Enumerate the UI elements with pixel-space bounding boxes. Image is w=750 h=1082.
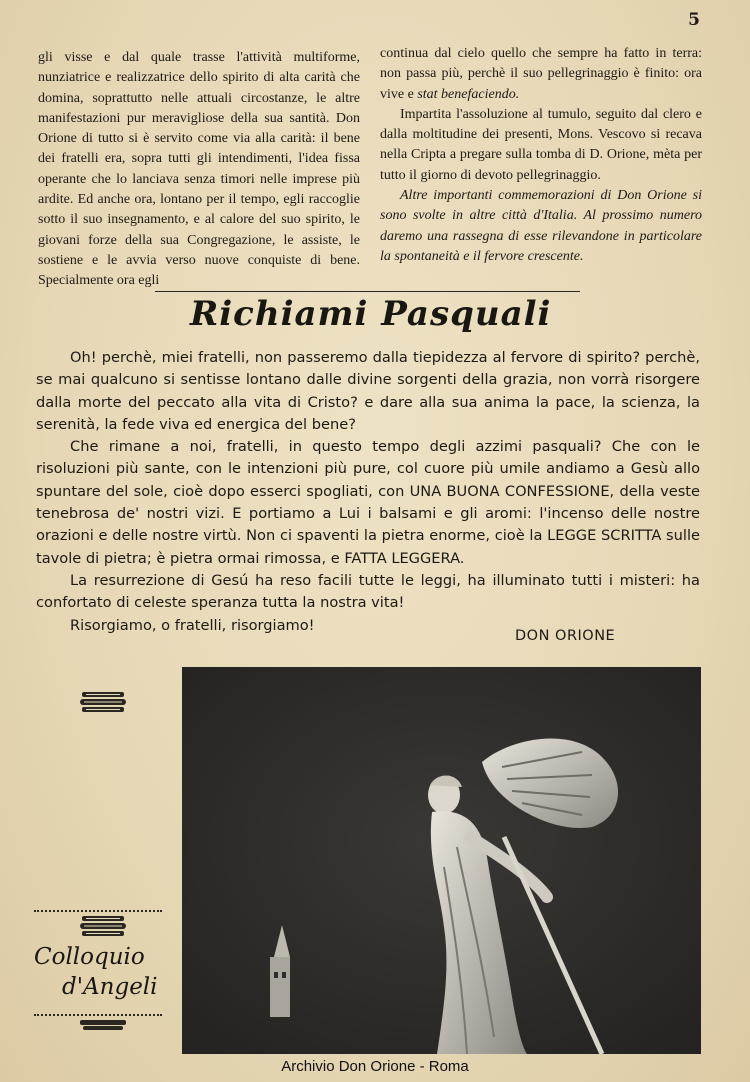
section-divider bbox=[155, 291, 580, 292]
ornament-icon bbox=[80, 690, 126, 714]
caption-line-2: d'Angeli bbox=[62, 974, 158, 1000]
ornament-small-icon bbox=[80, 1018, 126, 1032]
dotted-rule-top bbox=[34, 910, 162, 912]
right-p1-text: continua dal cielo quello che sempre ha fatto in terra: non passa più, perchè il suo pellegrinaggio è finito: ora vive e bbox=[380, 46, 702, 102]
dotted-rule-bottom bbox=[34, 1014, 162, 1016]
article-paragraph-3: La resurrezione di Gesú ha reso facili tutte le leggi, ha illuminato tutti i misteri: ha confortato di celeste speranza tutta la nostra vita! bbox=[36, 571, 700, 612]
left-column bbox=[38, 48, 360, 292]
article-paragraph-1: Oh! perchè, miei fratelli, non passeremo dalla tiepidezza al fervore di spirito? perchè, se mai qualcuno si sentisse lontano dalle divine sorgenti della grazia, non vorrà risorgere dalla morte del peccato alla vita di Cristo? e dare alla sua anima la pace, la scienza, la serenità, la fede viva ed energica del bene? bbox=[36, 349, 700, 433]
archive-footer: Archivio Don Orione - Roma bbox=[281, 1058, 469, 1075]
article-paragraph-2: Che rimane a noi, fratelli, in questo tempo degli azzimi pasquali? Che con le risoluzioni più sante, con le intenzioni più pure, col cuore più umile andiamo a Gesù allo spuntare del sole, cioè dopo esserci spogliati, con UNA BUONA CONFESSIONE, della veste tenebrosa de' nostri vizi. E portiamo a Lui i balsami e gli aromi: l'incenso delle nostre orazioni e delle nostre virtù. Non ci spaventi la pietra enorme, cioè la LEGGE SCRITTA sulle tavole di pietra; è pietra ormai rimossa, e FATTA LEGGERA. bbox=[36, 438, 700, 567]
left-column-paragraph: gli visse e dal quale trasse l'attività multiforme, nunziatrice e realizzatrice dello spirito di alta carità che domina, soprattutto nelle attuali circostanze, le altre manifestazioni pur meravigliose della sua santità. Don Orione di tutto si è servito come via alla carità: il bene dei fratelli era, sopra tutti gli intendimenti, l'idea fissa operante che lo lanciava senza timori nelle imprese più ardite. Ed anche ora, lontano per il tempo, egli raccoglie sotto il suo insegnamento, e al calore del suo spirito, le giovani forze della sua Congregazione, le assiste, le sostiene e le avvia verso nuove conquiste di bene. Specialmente ora egli bbox=[38, 50, 360, 289]
angel-statue-photo bbox=[182, 667, 701, 1054]
article-signature: DON ORIONE bbox=[515, 628, 616, 644]
article-title: Richiami Pasquali bbox=[190, 294, 552, 334]
angel-statue-image bbox=[182, 667, 701, 1054]
right-column-paragraph-3: Altre importanti commemorazioni di Don Orione si sono svolte in altre città d'Italia. Al prossimo numero daremo una rassegna di esse rilevandone in particolare la spontaneità e il fervore crescente. bbox=[380, 188, 702, 264]
ornament-icon bbox=[80, 914, 126, 938]
caption-line-1: Colloquio bbox=[34, 944, 145, 970]
right-p1-italic: stat benefaciendo. bbox=[417, 86, 520, 102]
right-column bbox=[380, 44, 702, 267]
right-column-paragraph-1 bbox=[380, 44, 702, 105]
right-column-paragraph-2: Impartita l'assoluzione al tumulo, seguito dal clero e dalla moltitudine dei presenti, Mons. Vescovo si recava nella Cripta a pregare sulla tomba di D. Orione, mèta per tutto il giorno di devoto pellegrinaggio. bbox=[380, 106, 702, 183]
photo-caption bbox=[34, 942, 158, 1002]
page-number: 5 bbox=[688, 10, 700, 30]
article-body bbox=[36, 347, 700, 637]
article-paragraph-4: Risorgiamo, o fratelli, risorgiamo! bbox=[70, 616, 315, 634]
